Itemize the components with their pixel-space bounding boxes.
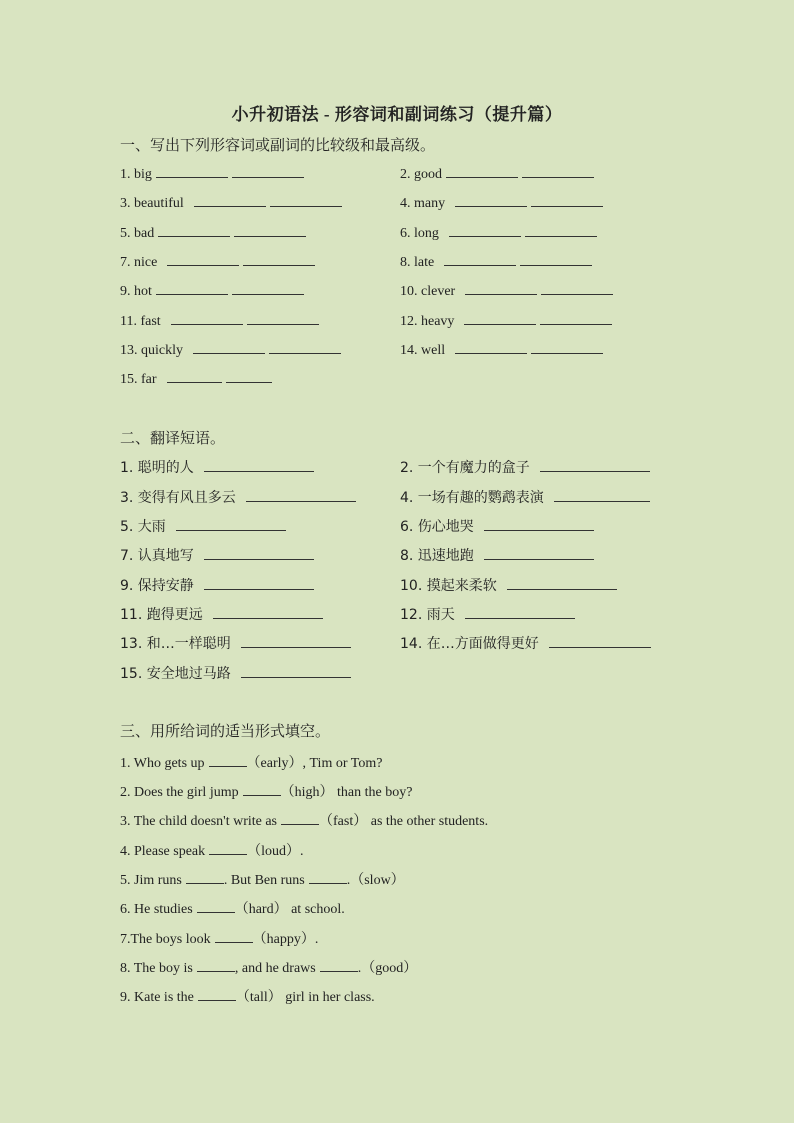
s2-item-4: 4. 一场有趣的鹦鹉表演 bbox=[400, 487, 650, 507]
answer-blank[interactable] bbox=[446, 165, 518, 178]
answer-blank[interactable] bbox=[540, 459, 650, 472]
answer-blank[interactable] bbox=[241, 665, 351, 678]
answer-blank[interactable] bbox=[247, 312, 319, 325]
s2-item-7: 7. 认真地写 bbox=[120, 545, 314, 565]
s3-question-4: 4. Please speak （loud）. bbox=[120, 844, 304, 859]
answer-blank[interactable] bbox=[540, 312, 612, 325]
s3-question-9: 9. Kate is the （tall） girl in her class. bbox=[120, 990, 375, 1005]
s2-item-15: 15. 安全地过马路 bbox=[120, 663, 351, 683]
answer-blank[interactable] bbox=[520, 253, 592, 266]
answer-blank[interactable] bbox=[525, 224, 597, 237]
s2-item-9: 9. 保持安静 bbox=[120, 575, 314, 595]
section-2-heading: 二、翻译短语。 bbox=[120, 429, 226, 447]
answer-blank[interactable] bbox=[158, 224, 230, 237]
s2-item-6: 6. 伤心地哭 bbox=[400, 516, 594, 536]
answer-blank[interactable] bbox=[176, 518, 286, 531]
answer-blank[interactable] bbox=[522, 165, 594, 178]
s1-item-4: 4. many bbox=[400, 194, 603, 212]
answer-blank[interactable] bbox=[484, 547, 594, 560]
s2-item-5: 5. 大雨 bbox=[120, 516, 286, 536]
s2-item-3: 3. 变得有风且多云 bbox=[120, 487, 356, 507]
answer-blank[interactable] bbox=[204, 459, 314, 472]
section-1-heading: 一、写出下列形容词或副词的比较级和最高级。 bbox=[120, 136, 436, 154]
s1-item-5: 5. bad bbox=[120, 224, 306, 242]
s3-question-3: 3. The child doesn't write as （fast） as the other students. bbox=[120, 814, 489, 829]
s3-question-2: 2. Does the girl jump （high） than the boy? bbox=[120, 785, 413, 800]
s2-item-13: 13. 和…一样聪明 bbox=[120, 633, 351, 653]
s3-question-6: 6. He studies （hard） at school. bbox=[120, 902, 345, 917]
s3-question-5: 5. Jim runs . But Ben runs .（slow） bbox=[120, 873, 405, 888]
answer-blank[interactable] bbox=[320, 959, 358, 972]
answer-blank[interactable] bbox=[309, 871, 347, 884]
s2-item-1: 1. 聪明的人 bbox=[120, 457, 314, 477]
s1-item-11: 11. fast bbox=[120, 312, 319, 330]
s1-item-12: 12. heavy bbox=[400, 312, 612, 330]
answer-blank[interactable] bbox=[186, 871, 224, 884]
s1-item-2: 2. good bbox=[400, 165, 594, 183]
answer-blank[interactable] bbox=[507, 577, 617, 590]
answer-blank[interactable] bbox=[243, 783, 281, 796]
answer-blank[interactable] bbox=[241, 635, 351, 648]
answer-blank[interactable] bbox=[243, 253, 315, 266]
s1-item-13: 13. quickly bbox=[120, 341, 341, 359]
answer-blank[interactable] bbox=[204, 577, 314, 590]
answer-blank[interactable] bbox=[198, 988, 236, 1001]
answer-blank[interactable] bbox=[194, 194, 266, 207]
answer-blank[interactable] bbox=[232, 282, 304, 295]
answer-blank[interactable] bbox=[204, 547, 314, 560]
s1-item-6: 6. long bbox=[400, 224, 597, 242]
answer-blank[interactable] bbox=[269, 341, 341, 354]
s1-item-15: 15. far bbox=[120, 370, 272, 388]
answer-blank[interactable] bbox=[213, 606, 323, 619]
s1-item-3: 3. beautiful bbox=[120, 194, 342, 212]
s1-item-10: 10. clever bbox=[400, 282, 613, 300]
s1-item-9: 9. hot bbox=[120, 282, 304, 300]
answer-blank[interactable] bbox=[465, 282, 537, 295]
answer-blank[interactable] bbox=[234, 224, 306, 237]
answer-blank[interactable] bbox=[541, 282, 613, 295]
answer-blank[interactable] bbox=[531, 341, 603, 354]
s3-question-1: 1. Who gets up （early）, Tim or Tom? bbox=[120, 756, 383, 771]
answer-blank[interactable] bbox=[246, 489, 356, 502]
answer-blank[interactable] bbox=[464, 312, 536, 325]
s2-item-12: 12. 雨天 bbox=[400, 604, 575, 624]
answer-blank[interactable] bbox=[232, 165, 304, 178]
answer-blank[interactable] bbox=[270, 194, 342, 207]
answer-blank[interactable] bbox=[281, 812, 319, 825]
section-3-heading: 三、用所给词的适当形式填空。 bbox=[120, 722, 331, 740]
answer-blank[interactable] bbox=[484, 518, 594, 531]
answer-blank[interactable] bbox=[167, 253, 239, 266]
answer-blank[interactable] bbox=[197, 900, 235, 913]
answer-blank[interactable] bbox=[171, 312, 243, 325]
answer-blank[interactable] bbox=[193, 341, 265, 354]
answer-blank[interactable] bbox=[444, 253, 516, 266]
s1-item-14: 14. well bbox=[400, 341, 603, 359]
answer-blank[interactable] bbox=[531, 194, 603, 207]
answer-blank[interactable] bbox=[156, 165, 228, 178]
s2-item-11: 11. 跑得更远 bbox=[120, 604, 323, 624]
s1-item-1: 1. big bbox=[120, 165, 304, 183]
answer-blank[interactable] bbox=[465, 606, 575, 619]
answer-blank[interactable] bbox=[215, 930, 253, 943]
answer-blank[interactable] bbox=[226, 370, 272, 383]
s3-question-8: 8. The boy is , and he draws .（good） bbox=[120, 961, 418, 976]
answer-blank[interactable] bbox=[209, 842, 247, 855]
answer-blank[interactable] bbox=[156, 282, 228, 295]
answer-blank[interactable] bbox=[449, 224, 521, 237]
answer-blank[interactable] bbox=[197, 959, 235, 972]
s2-item-2: 2. 一个有魔力的盒子 bbox=[400, 457, 650, 477]
s2-item-8: 8. 迅速地跑 bbox=[400, 545, 594, 565]
answer-blank[interactable] bbox=[209, 754, 247, 767]
s2-item-14: 14. 在…方面做得更好 bbox=[400, 633, 651, 653]
s3-question-7: 7.The boys look （happy）. bbox=[120, 932, 319, 947]
s1-item-7: 7. nice bbox=[120, 253, 315, 271]
answer-blank[interactable] bbox=[167, 370, 222, 383]
answer-blank[interactable] bbox=[554, 489, 650, 502]
s2-item-10: 10. 摸起来柔软 bbox=[400, 575, 617, 595]
page-title: 小升初语法 - 形容词和副词练习（提升篇） bbox=[231, 105, 563, 124]
s1-item-8: 8. late bbox=[400, 253, 592, 271]
answer-blank[interactable] bbox=[455, 341, 527, 354]
answer-blank[interactable] bbox=[455, 194, 527, 207]
answer-blank[interactable] bbox=[549, 635, 651, 648]
